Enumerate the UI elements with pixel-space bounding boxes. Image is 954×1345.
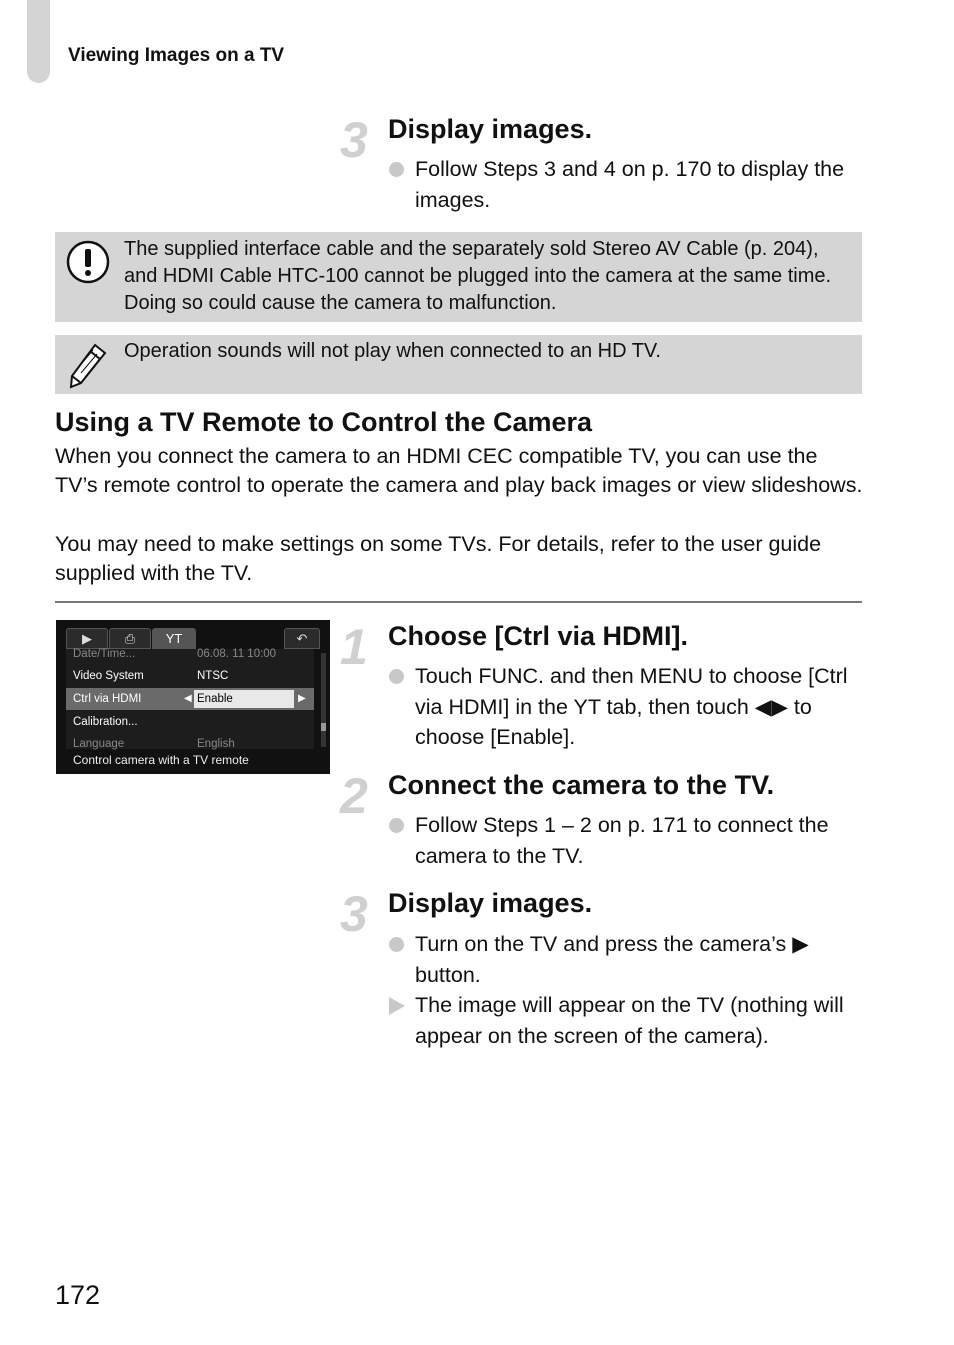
step-number: 3: [340, 886, 368, 942]
step-title: Display images.: [388, 888, 593, 918]
bullet-text: Follow Steps 1 – 2 on p. 171 to connect the camera to the TV.: [415, 813, 829, 868]
step-number: 3: [340, 112, 368, 168]
bullet-text: Follow Steps 3 and 4 on p. 170 to display the images.: [415, 157, 845, 212]
step-bullet: [389, 810, 859, 871]
menu-row-value: 06.08. 11 10:00: [197, 648, 277, 660]
menu-row: [66, 665, 314, 687]
section-paragraph: When you connect the camera to an HDMI CEC compatible TV, you can use the TV’s remote control to operate the camera and play back images or view slideshows.: [55, 444, 863, 497]
section-heading: Using a TV Remote to Control the Camera: [55, 407, 593, 437]
tools-tab-icon: YT: [152, 628, 196, 649]
caution-note: [55, 232, 862, 322]
menu-row-label: Video System: [73, 670, 144, 682]
side-tab-marker: [27, 0, 50, 83]
left-arrow-icon: ◀: [184, 693, 192, 704]
section-header: Viewing Images on a TV: [68, 45, 285, 66]
step-title: Choose [Ctrl via HDMI].: [388, 621, 689, 651]
bullet-dot-icon: [389, 818, 404, 833]
menu-row-selected: [66, 688, 314, 710]
step-bullet: [389, 929, 859, 990]
bullet-text: Turn on the TV and press the camera’s ▶ button.: [415, 932, 809, 987]
menu-row-label: Language: [73, 738, 125, 750]
camera-menu: [66, 649, 314, 749]
step-title: Connect the camera to the TV.: [388, 770, 775, 800]
page-number: 172: [55, 1280, 101, 1310]
memo-note: [55, 335, 862, 394]
divider: [55, 601, 862, 603]
caution-icon: [65, 239, 111, 285]
menu-row-value: NTSC: [197, 670, 229, 682]
menu-row: [66, 711, 314, 733]
menu-row-label: Calibration...: [73, 716, 138, 728]
pencil-icon: [67, 341, 109, 389]
step-bullet: [389, 154, 859, 215]
print-tab-icon: ⎙: [109, 628, 151, 649]
menu-row-label: Ctrl via HDMI: [73, 693, 142, 705]
bullet-dot-icon: [389, 669, 404, 684]
camera-footer-hint: Control camera with a TV remote: [73, 753, 249, 767]
menu-row-label: Date/Time...: [73, 648, 136, 660]
step-number: 2: [340, 768, 368, 824]
memo-text: Operation sounds will not play when connected to an HD TV.: [124, 340, 661, 362]
caution-text: The supplied interface cable and the separately sold Stereo AV Cable (p. 204), and HDMI Cable HTC-100 cannot be plugged into the camera at the same time. Doing so could cause the camera to malfunction.: [124, 238, 832, 314]
menu-row: [66, 733, 314, 755]
section-paragraph: You may need to make settings on some TVs. For details, refer to the user guide supplied with the TV.: [55, 532, 822, 585]
bullet-dot-icon: [389, 162, 404, 177]
step-title: Display images.: [388, 114, 593, 144]
step-bullet: [389, 661, 859, 753]
return-icon: ↶: [284, 628, 320, 649]
playback-tab-icon: ▶: [66, 628, 108, 649]
menu-row-value: Enable: [197, 693, 233, 705]
camera-screen: [56, 620, 330, 774]
scrollbar: [321, 653, 326, 747]
step-number: 1: [340, 619, 368, 675]
menu-row: [66, 643, 314, 665]
bullet-dot-icon: [389, 937, 404, 952]
bullet-text: Touch FUNC. and then MENU to choose [Ctrl via HDMI] in the YT tab, then touch ◀▶ to choose [Enable].: [415, 664, 848, 749]
menu-row-value: English: [197, 738, 235, 750]
step-result: [389, 990, 859, 1051]
right-arrow-icon: ▶: [298, 693, 306, 704]
result-text: The image will appear on the TV (nothing will appear on the screen of the camera).: [415, 993, 844, 1048]
result-arrow-icon: [389, 997, 405, 1015]
value-box: [194, 690, 294, 708]
